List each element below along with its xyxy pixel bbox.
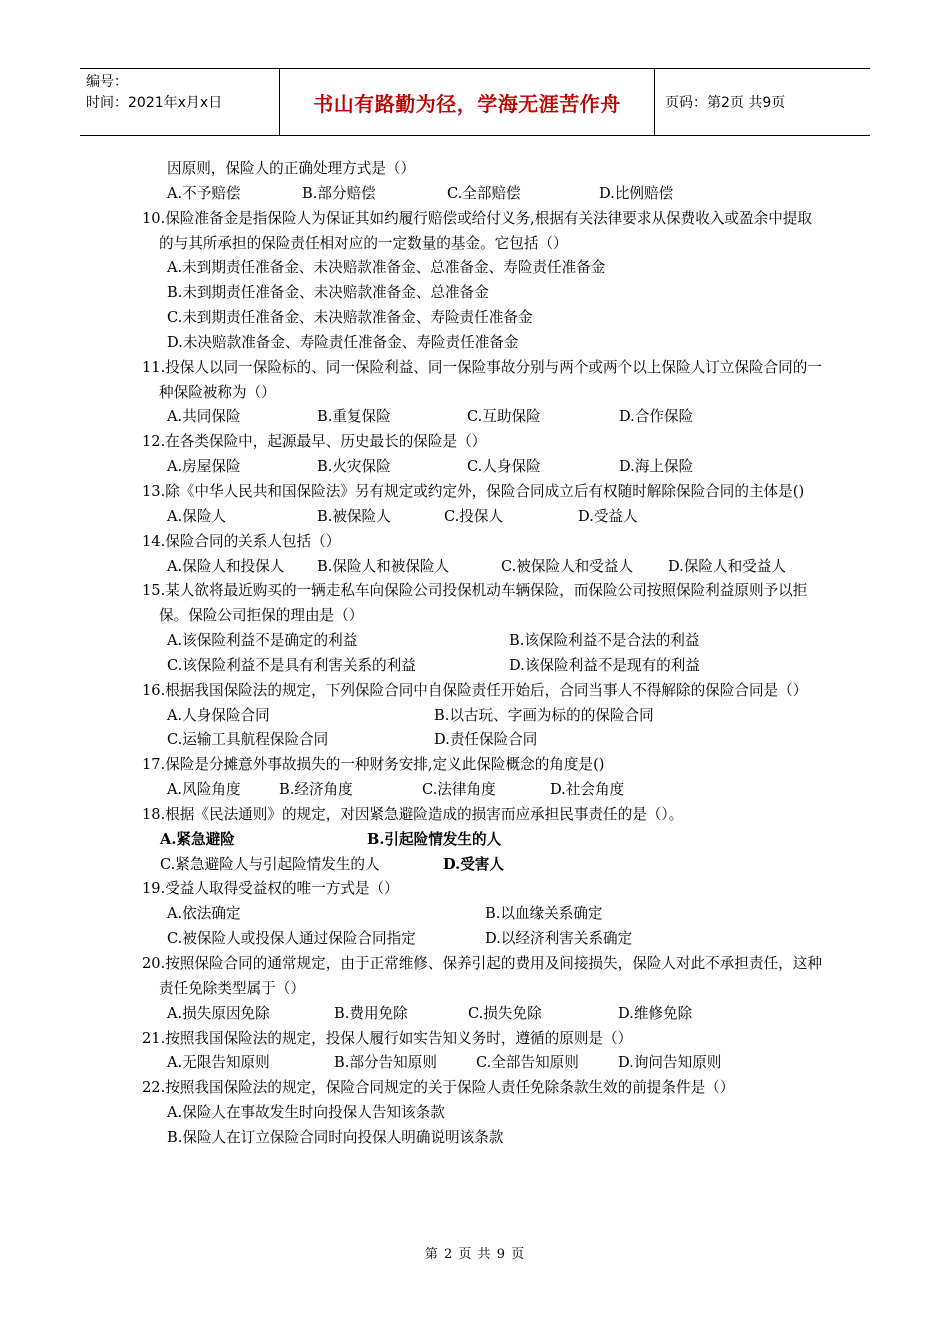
option-b: B.以古玩、字画为标的的保险合同 <box>434 706 654 724</box>
option-d: D.受益人 <box>578 507 638 525</box>
question-21: 21.按照我国保险法的规定，投保人履行如实告知义务时，遵循的原则是（） <box>142 1029 633 1047</box>
option-c: C.投保人 <box>444 507 504 525</box>
question-19: 19.受益人取得受益权的唯一方式是（） <box>142 880 399 898</box>
option-c: C.运输工具航程保险合同 <box>167 731 329 749</box>
option-c: C.人身保险 <box>467 458 541 476</box>
options-16-row2 <box>142 728 822 753</box>
header-meta <box>80 69 280 135</box>
options-11 <box>142 405 822 430</box>
question-17: 17.保险是分摊意外事故损失的一种财务安排,定义此保险概念的角度是() <box>142 756 605 774</box>
time-label: 时间：2021年x月x日 <box>86 95 223 111</box>
option-a: A.保险人 <box>167 507 226 525</box>
option-b: B.被保险人 <box>317 507 391 525</box>
option-a: A.依法确定 <box>167 905 241 923</box>
option-d: D.保险人和受益人 <box>668 557 786 575</box>
options-19-row1 <box>142 902 822 927</box>
question-14: 14.保险合同的关系人包括（） <box>142 532 341 550</box>
option-c: C.互助保险 <box>467 408 541 426</box>
question-10: 10.保险准备金是指保险人为保证其如约履行赔偿或给付义务,根据有关法律要求从保费收入或盈余中提取的与其所承担的保险责任相对应的一定数量的基金。它包括（） <box>142 209 812 252</box>
option-d: D.以经济利害关系确定 <box>485 930 633 948</box>
option-a: A.保险人在事故发生时向投保人告知该条款 <box>167 1104 445 1122</box>
option-c: C.全部告知原则 <box>476 1054 579 1072</box>
page-label: 页码：第2页 共9页 <box>665 95 786 111</box>
option-b: B.未到期责任准备金、未决赔款准备金、总准备金 <box>167 284 489 302</box>
option-a: A.保险人和投保人 <box>167 557 285 575</box>
options-14 <box>142 555 822 580</box>
options-12 <box>142 455 822 480</box>
option-a: A.紧急避险 <box>160 830 235 848</box>
option-d: D.维修免除 <box>618 1004 693 1022</box>
question-20: 20.按照保险合同的通常规定，由于正常维修、保养引起的费用及间接损失，保险人对此不承担责任，这种责任免除类型属于（） <box>142 955 822 997</box>
option-c: C.未到期责任准备金、未决赔款准备金、寿险责任准备金 <box>167 309 533 327</box>
option-b: B.费用免除 <box>334 1004 408 1022</box>
option-b: B.保险人和被保险人 <box>317 557 450 575</box>
option-d: D.合作保险 <box>619 408 694 426</box>
option-b: B.重复保险 <box>317 408 391 426</box>
option-a: A.无限告知原则 <box>167 1054 270 1072</box>
option-d: D.责任保险合同 <box>434 731 538 749</box>
option-b: B.经济角度 <box>279 781 353 799</box>
option-c: C.损失免除 <box>468 1004 542 1022</box>
options-18-row1 <box>142 828 822 853</box>
question-12: 12.在各类保险中，起源最早、历史最长的保险是（） <box>142 433 487 451</box>
option-a: A.风险角度 <box>167 781 241 799</box>
option-a: A.未到期责任准备金、未决赔款准备金、总准备金、寿险责任准备金 <box>167 259 606 277</box>
option-b: B.该保险利益不是合法的利益 <box>509 632 700 650</box>
option-b: B.以血缘关系确定 <box>485 905 603 923</box>
option-b: B.保险人在订立保险合同时向投保人明确说明该条款 <box>167 1128 504 1146</box>
option-c: C.全部赔偿 <box>447 184 521 202</box>
option-a: A.该保险利益不是确定的利益 <box>167 632 358 650</box>
option-b: B.部分赔偿 <box>302 184 376 202</box>
options-17 <box>142 778 822 803</box>
option-d: D.询问告知原则 <box>618 1054 722 1072</box>
option-a: A.共同保险 <box>167 408 241 426</box>
options-20 <box>142 1002 822 1027</box>
question-18: 18.根据《民法通则》的规定，对因紧急避险造成的损害而应承担民事责任的是（）。 <box>142 805 684 823</box>
options-19-row2 <box>142 927 822 952</box>
page-header <box>80 68 870 136</box>
option-d: D.比例赔偿 <box>599 184 674 202</box>
option-d: D.社会角度 <box>550 781 625 799</box>
option-b: B.引起险情发生的人 <box>367 830 502 848</box>
page-footer: 第 2 页 共 9 页 <box>424 1247 526 1262</box>
options-15-row1 <box>142 629 822 654</box>
option-c: C.被保险人或投保人通过保险合同指定 <box>167 930 416 948</box>
option-a: A.不予赔偿 <box>167 184 241 202</box>
option-a: A.房屋保险 <box>167 458 241 476</box>
option-d: D.海上保险 <box>619 458 694 476</box>
options-18-row2 <box>142 853 822 878</box>
options-13 <box>142 505 822 530</box>
document-body <box>142 157 822 1151</box>
code-label: 编号： <box>86 74 128 90</box>
option-c: C.被保险人和受益人 <box>501 557 634 575</box>
question-13: 13.除《中华人民共和国保险法》另有规定或约定外，保险合同成立后有权随时解除保险合同的主体是() <box>142 482 805 500</box>
question-11: 11.投保人以同一保险标的、同一保险利益、同一保险事故分别与两个或两个以上保险人订立保险合同的一种保险被称为（） <box>142 358 822 401</box>
question-15: 15.某人欲将最近购买的一辆走私车向保险公司投保机动车辆保险，而保险公司按照保险利益原则予以拒保。保险公司拒保的理由是（） <box>142 582 808 625</box>
options-16-row1 <box>142 704 822 729</box>
option-a: A.损失原因免除 <box>167 1004 270 1022</box>
option-d: D.未决赔款准备金、寿险责任准备金、寿险责任准备金 <box>167 333 519 351</box>
options-15-row2 <box>142 654 822 679</box>
question-9-continued: 因原则，保险人的正确处理方式是（） <box>167 160 416 177</box>
option-d: D.受害人 <box>443 855 504 873</box>
options-9 <box>142 182 822 207</box>
option-d: D.该保险利益不是现有的利益 <box>509 656 700 674</box>
question-22: 22.按照我国保险法的规定，保险合同规定的关于保险人责任免除条款生效的前提条件是（） <box>142 1079 735 1097</box>
question-16: 16.根据我国保险法的规定，下列保险合同中自保险责任开始后，合同当事人不得解除的保险合同是（） <box>142 681 808 699</box>
option-c: C.紧急避险人与引起险情发生的人 <box>160 855 380 873</box>
option-b: B.部分告知原则 <box>334 1054 437 1072</box>
options-21 <box>142 1051 822 1076</box>
motto: 书山有路勤为径，学海无涯苦作舟 <box>280 69 655 135</box>
option-c: C.法律角度 <box>422 781 496 799</box>
option-b: B.火灾保险 <box>317 458 391 476</box>
option-c: C.该保险利益不是具有利害关系的利益 <box>167 656 416 674</box>
option-a: A.人身保险合同 <box>167 706 270 724</box>
